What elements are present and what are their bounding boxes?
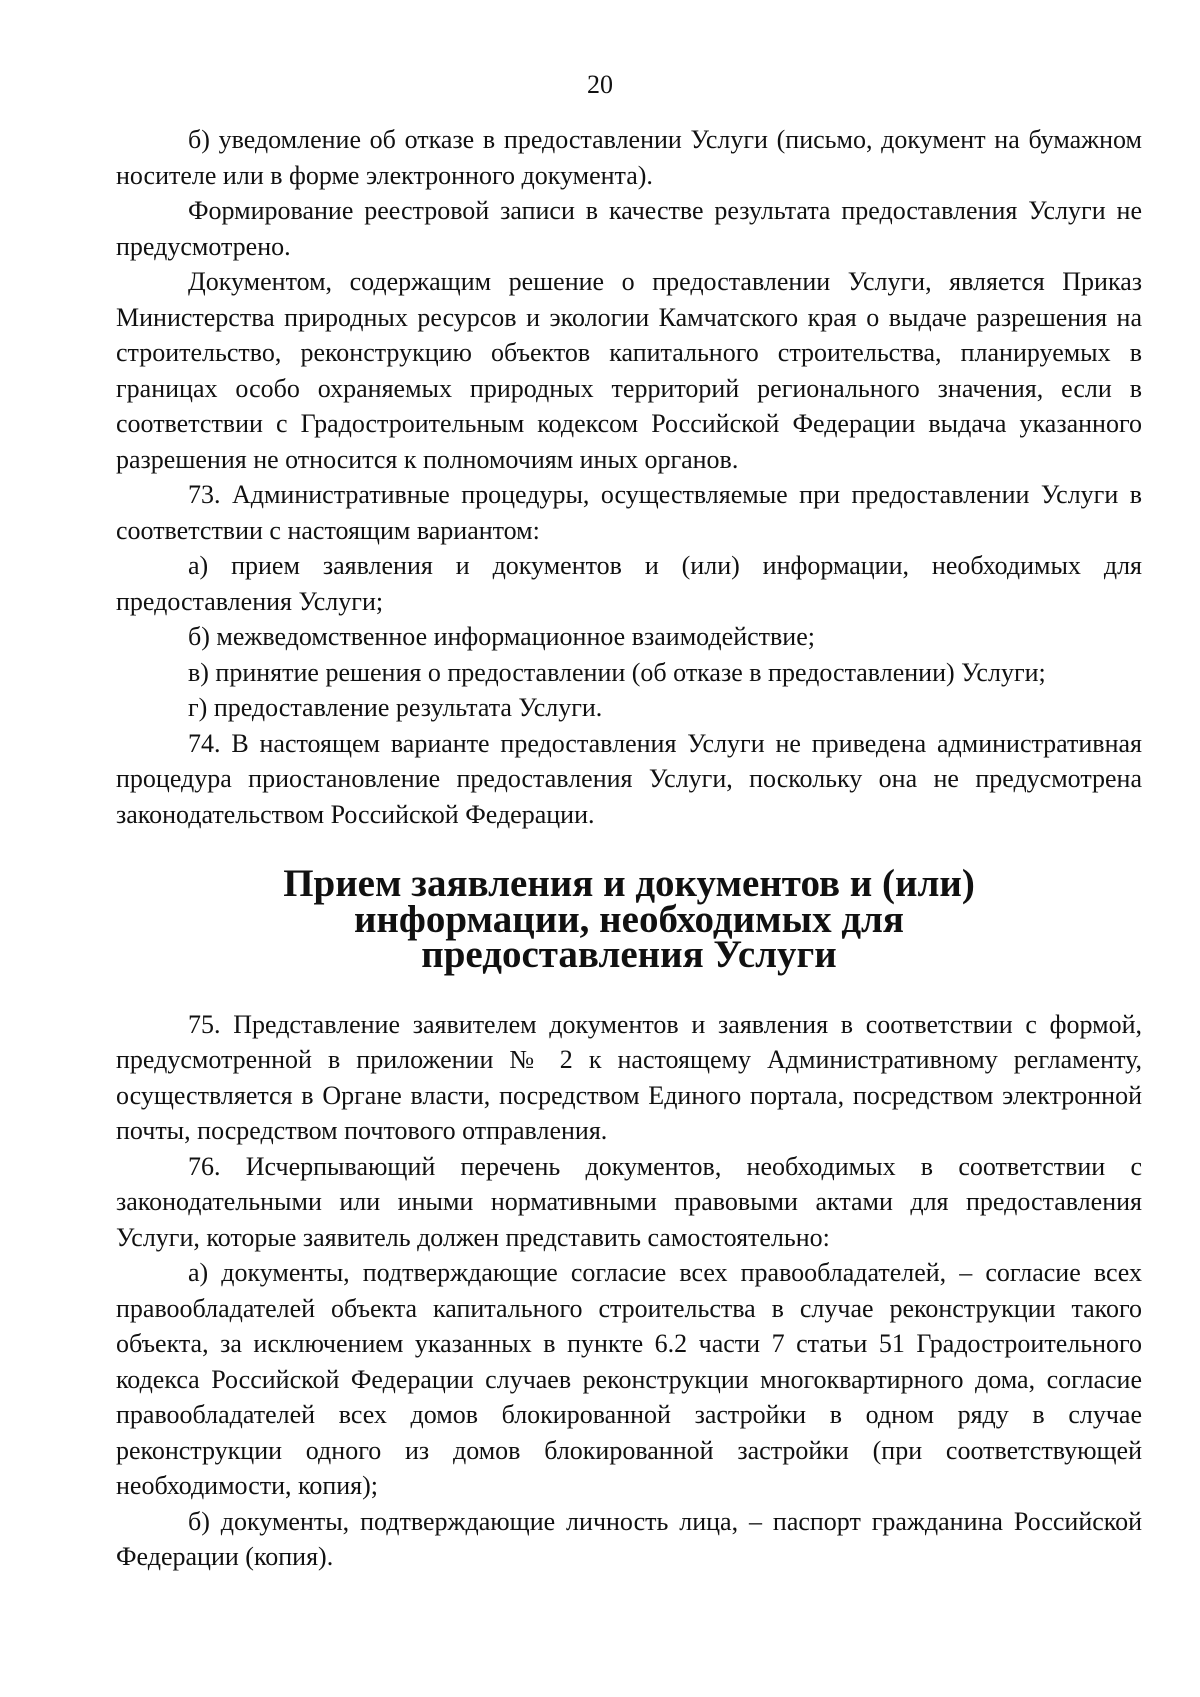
paragraph-73-g: г) предоставление результата Услуги. [188,693,603,722]
paragraph-refusal-notice: б) уведомление об отказе в предоставлении Услуги (письмо, документ на бумажном носителе или в форме электронного документа). [116,125,1142,190]
section-heading [176,862,1082,976]
paragraph-75: 75. Представление заявителем документов и заявления в соответствии с формой, предусмотренной в приложении № 2 к настоящему Административному регламенту, осуществляется в Органе власти, посредством Единого портала, посредством электронной почты, посредством почтового отправления. [116,1009,1142,1145]
document-body [116,122,1142,1575]
paragraph-76-b: б) документы, подтверждающие личность лица, – паспорт гражданина Российской Федерации (копия). [116,1506,1142,1571]
paragraph-76: 76. Исчерпывающий перечень документов, необходимых в соответствии с законодательными или иными нормативными правовыми актами для предоставления Услуги, которые заявитель должен представить самостоятельно: [116,1151,1142,1252]
section-heading-line-2: предоставления Услуги [421,933,837,976]
paragraph-76-a: а) документы, подтверждающие согласие всех правообладателей, – согласие всех правообладателей объекта капитального строительства в случае реконструкции такого объекта, за исключением указанных в пункте 6.2 части 7 статьи 51 Градостроительного кодекса Российской Федерации случаев реконструкции многоквартирного дома, согласие правообладателей всех домов блокированной застройки в одном ряду в случае реконструкции одного из домов блокированной застройки (при соответствующей необходимости, копия); [116,1258,1142,1500]
paragraph-73: 73. Административные процедуры, осуществляемые при предоставлении Услуги в соответствии с настоящим вариантом: [116,480,1142,545]
paragraph-73-a: а) прием заявления и документов и (или) информации, необходимых для предоставления Услуги; [116,551,1142,616]
paragraph-registry-record: Формирование реестровой записи в качестве результата предоставления Услуги не предусмотрено. [116,196,1142,261]
paragraph-decision-document: Документом, содержащим решение о предоставлении Услуги, является Приказ Министерства природных ресурсов и экологии Камчатского края о выдаче разрешения на строительство, реконструкцию объектов капитального строительства, планируемых в границах особо охраняемых природных территорий регионального значения, если в соответствии с Градостроительным кодексом Российской Федерации выдача указанного разрешения не относится к полномочиям иных органов. [116,267,1142,474]
section-heading-line-1: Прием заявления и документов и (или) информации, необходимых для [283,862,975,941]
paragraph-74: 74. В настоящем варианте предоставления Услуги не приведена административная процедура приостановление предоставления Услуги, поскольку она не предусмотрена законодательством Российской Федерации. [116,728,1142,829]
paragraph-73-v: в) принятие решения о предоставлении (об отказе в предоставлении) Услуги; [188,657,1046,687]
paragraph-73-b: б) межведомственное информационное взаимодействие; [188,622,815,651]
page-number: 20 [587,70,613,99]
